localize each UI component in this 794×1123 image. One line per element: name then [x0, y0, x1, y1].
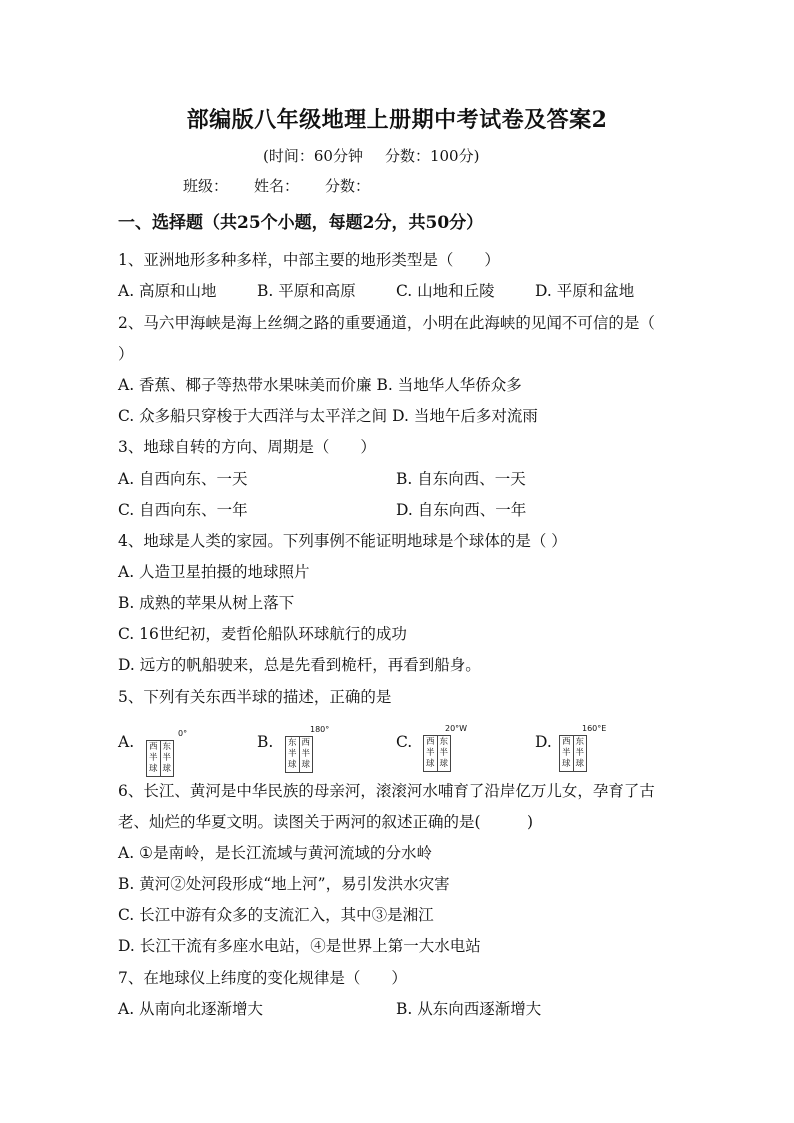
hemisphere-right: 东半球: [573, 736, 587, 771]
hemisphere-right: 东半球: [160, 741, 174, 776]
q7-option-a: A. 从南向北逐渐增大: [118, 1000, 264, 1018]
q5-option-b-label: B.: [257, 733, 274, 751]
q6-option-c: C. 长江中游有众多的支流汇入，其中③是湘江: [118, 906, 434, 924]
q1-option-c: C. 山地和丘陵: [396, 282, 495, 300]
question-7-stem: 7、在地球仪上纬度的变化规律是（ ）: [118, 969, 407, 987]
question-6-stem: 6、长江、黄河是中华民族的母亲河，滚滚河水哺育了沿岸亿万儿女，孕育了古: [118, 782, 655, 800]
q4-option-b: B. 成熟的苹果从树上落下: [118, 594, 295, 612]
hemisphere-box: [285, 736, 313, 773]
question-1-stem: 1、亚洲地形多种多样，中部主要的地形类型是（ ）: [118, 251, 500, 269]
q1-option-b: B. 平原和高原: [257, 282, 356, 300]
hemisphere-left: 西半球: [149, 742, 158, 774]
q5-option-d-label: D.: [535, 733, 552, 751]
name-label: 姓名：: [254, 177, 300, 195]
hemisphere-box: [559, 735, 587, 772]
student-info: [183, 175, 396, 196]
q1-option-d: D. 平原和盆地: [535, 282, 635, 300]
hemisphere-left: 西半球: [562, 737, 571, 769]
meridian-degree-label: 0°: [178, 729, 188, 738]
question-4-stem: 4、地球是人类的家园。下列事例不能证明地球是个球体的是（ ）: [118, 532, 567, 550]
hemisphere-left: 西半球: [426, 737, 435, 769]
meridian-degree-label: 160°E: [582, 724, 607, 733]
q2-options-cd: C. 众多船只穿梭于大西洋与太平洋之间 D. 当地午后多对流雨: [118, 407, 538, 425]
time-limit: (时间：60分钟: [263, 147, 363, 165]
q5-option-a-label: A.: [118, 733, 135, 751]
meridian-degree-label: 20°W: [445, 724, 468, 733]
question-3-stem: 3、地球自转的方向、周期是（ ）: [118, 438, 376, 456]
total-score: 分数：100分): [384, 147, 480, 165]
page-title: 部编版八年级地理上册期中考试卷及答案2: [186, 107, 608, 133]
class-label: 班级：: [183, 177, 229, 195]
q6-option-d: D. 长江干流有多座水电站，④是世界上第一大水电站: [118, 937, 481, 955]
question-5-stem: 5、下列有关东西半球的描述，正确的是: [118, 688, 392, 706]
q4-option-d: D. 远方的帆船驶来，总是先看到桅杆，再看到船身。: [118, 656, 481, 674]
question-6-stem-cont: 老、灿烂的华夏文明。读图关于两河的叙述正确的是( ): [118, 813, 534, 831]
q3-option-a: A. 自西向东、一天: [118, 470, 248, 488]
question-2-stem: 2、马六甲海峡是海上丝绸之路的重要通道，小明在此海峡的见闻不可信的是（: [118, 314, 655, 332]
hemisphere-box: [146, 740, 174, 777]
hemisphere-right: 东半球: [437, 736, 451, 771]
q3-option-d: D. 自东向西、一年: [396, 501, 527, 519]
q6-option-a: A. ①是南岭，是长江流域与黄河流域的分水岭: [118, 844, 432, 862]
hemisphere-left: 东半球: [288, 738, 297, 770]
exam-subtitle: [263, 145, 501, 166]
q2-options-ab: A. 香蕉、椰子等热带水果味美而价廉 B. 当地华人华侨众多: [118, 376, 522, 394]
score-label: 分数：: [325, 177, 371, 195]
q4-option-a: A. 人造卫星拍摄的地球照片: [118, 563, 310, 581]
q7-option-b: B. 从东向西逐渐增大: [396, 1000, 542, 1018]
hemisphere-right: 西半球: [299, 737, 313, 772]
hemisphere-box: [423, 735, 451, 772]
q1-option-a: A. 高原和山地: [118, 282, 217, 300]
question-2-stem-cont: ）: [118, 345, 134, 363]
q4-option-c: C. 16世纪初，麦哲伦船队环球航行的成功: [118, 625, 407, 643]
section-heading: 一、选择题（共25个小题，每题2分，共50分）: [118, 213, 484, 233]
q3-option-c: C. 自西向东、一年: [118, 501, 248, 519]
meridian-degree-label: 180°: [310, 725, 330, 734]
q3-option-b: B. 自东向西、一天: [396, 470, 526, 488]
q6-option-b: B. 黄河②处河段形成“地上河”，易引发洪水灾害: [118, 875, 450, 893]
q5-option-c-label: C.: [396, 733, 413, 751]
